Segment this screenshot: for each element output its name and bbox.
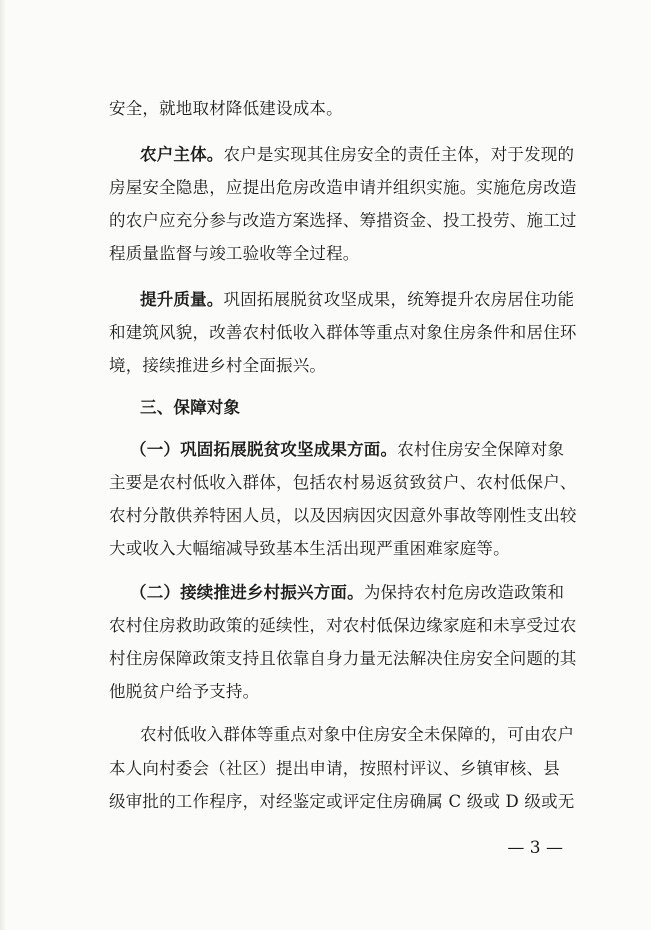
text-line: 农村分散供养特困人员，以及因病因灾因意外事故等刚性支出较 bbox=[109, 506, 577, 525]
paragraph-lead: （一）巩固拓展脱贫攻坚成果方面。 bbox=[130, 440, 398, 459]
paragraph-text: 巩固拓展脱贫攻坚成果，统筹提升农房居住功能 bbox=[223, 290, 575, 309]
text-line: 农村低收入群体等重点对象中住房安全未保障的，可由农户 bbox=[140, 725, 575, 744]
paragraph-text: 为保持农村危房改造政策和 bbox=[363, 583, 565, 602]
text-line: 安全，就地取材降低建设成本。 bbox=[109, 99, 343, 118]
text-line: 农村住房救助政策的延续性，对农村低保边缘家庭和未享受过农 bbox=[109, 616, 577, 635]
paragraph-lead: 农户主体。 bbox=[140, 145, 224, 164]
paragraph-lead: （二）接续推进乡村振兴方面。 bbox=[130, 583, 364, 602]
text-line bbox=[130, 438, 564, 462]
text-line: 他脱贫户给予支持。 bbox=[109, 682, 260, 701]
text-line bbox=[130, 581, 564, 605]
text-line: 境，接续推进乡村全面振兴。 bbox=[109, 356, 327, 375]
text-line: 主要是农村低收入群体，包括农村易返贫致贫户、农村低保户、 bbox=[109, 473, 577, 492]
text-line: 村住房保障政策支持且依靠自身力量无法解决住房安全问题的其 bbox=[109, 649, 577, 668]
paragraph-text: 农村住房安全保障对象 bbox=[397, 440, 565, 459]
section-heading: 三、保障对象 bbox=[140, 398, 241, 417]
text-line: 的农户应充分参与改造方案选择、筹措资金、投工投劳、施工过 bbox=[109, 211, 577, 230]
scan-edge bbox=[0, 0, 6, 930]
text-line: 级审批的工作程序，对经鉴定或评定住房确属 C 级或 D 级或无 bbox=[109, 792, 575, 811]
text-line bbox=[140, 288, 574, 312]
text-line: 本人向村委会（社区）提出申请，按照村评议、乡镇审核、县 bbox=[109, 759, 560, 778]
text-line bbox=[140, 143, 574, 167]
text-line: 房屋安全隐患，应提出危房改造申请并组织实施。实施危房改造 bbox=[109, 178, 577, 197]
paragraph-text: 农户是实现其住房安全的责任主体，对于发现的 bbox=[223, 145, 575, 164]
page-number: — 3 — bbox=[507, 838, 563, 858]
text-line: 大或收入大幅缩减导致基本生活出现严重困难家庭等。 bbox=[109, 539, 510, 558]
paragraph-lead: 提升质量。 bbox=[140, 290, 224, 309]
text-line: 程质量监督与竣工验收等全过程。 bbox=[109, 244, 360, 263]
text-line: 和建筑风貌，改善农村低收入群体等重点对象住房条件和居住环 bbox=[109, 323, 577, 342]
